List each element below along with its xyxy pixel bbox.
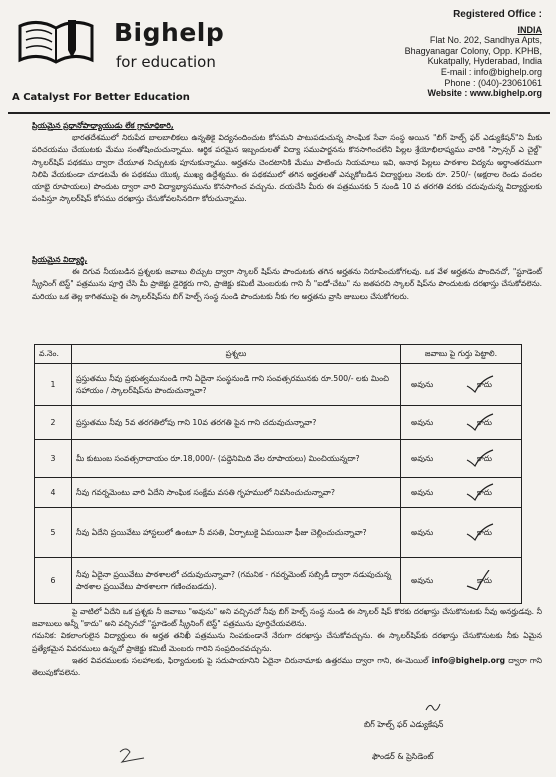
table-row	[35, 364, 522, 406]
contact-text-tail: ద్వారా గాని తెలుపుకోవలెను.	[32, 655, 542, 678]
question-text: నీవు గవర్నమెంటు వారి ఏదేని సాంఘిక సంక్షేమ వసతి గృహములో నివసించుచున్నావా?	[72, 478, 401, 508]
answer-cell[interactable]	[401, 406, 522, 440]
office-website: Website : www.bighelp.org	[427, 88, 542, 99]
question-text: ప్రస్తుతము నీవు 5వ తరగతిలోపు గాని 10వ తరగతి పైన గాని చదువుచున్నావా?	[72, 406, 401, 440]
yes-option[interactable]: అవును	[411, 575, 434, 585]
table-row	[35, 558, 522, 604]
row-number: 5	[35, 508, 72, 558]
note-paragraph: గమనిక: వికలాంగులైన విద్యార్థులు ఈ అర్హత తనిఖీ పత్రమును నింపకుండానే నేరుగా దరఖాస్తు చేసుకోవచ్చును. ఈ స్కాలర్‌షిప్‌కు దరఖాస్తు చేసుకొనుటకు నీకు ఏమైన ప్రత్యేకమైన వివరములు ఉన్నచో ప్రాజెక్టు కమిటీ మెంబరు గారిని సంప్రదించవచ్చును.	[32, 631, 542, 653]
header-answer: జవాబు పై గుర్తు పెట్టాలి.	[401, 345, 522, 364]
office-title: Registered Office :	[453, 9, 542, 20]
letter-section-3	[32, 606, 542, 679]
office-line: Kukatpally, Hyderabad, India	[427, 56, 542, 67]
answer-cell[interactable]	[401, 508, 522, 558]
header-serial: వ.నెం.	[35, 345, 72, 364]
row-number: 2	[35, 406, 72, 440]
question-text: నీవు ఏదైనా ప్రయివేటు పాఠశాలలో చదువుచున్నావా? (గమనిక - గవర్నమెంట్ సబ్సిడీ ద్వారా నడుపుచున్న పాఠశాల ప్రయివేటు పాఠశాలగా గణించబడదు).	[72, 558, 401, 604]
eligibility-table	[34, 344, 522, 604]
signature-organization: బిగ్ హెల్ప్ ఫర్ ఎడ్యుకేషన్	[364, 720, 444, 729]
row-number: 4	[35, 478, 72, 508]
result-paragraph: పై వాటిలో ఏదేని ఒక ప్రశ్నకు నీ జవాబు "అవును" అని వచ్చినచో నీవు బిగ్ హెల్ప్ సంస్థ నుండి ఈ స్కాలర్ షిప్ కొరకు దరఖాస్తు చేసుకొనుటకు నీవు అనర్హుడవు. నీ జవాబులు అన్నీ "కాదు" అని వచ్చినచో "స్టూడెంట్ స్క్రీనింగ్ టెస్ట్" పత్రమును పూర్తిచేయవలెను.	[32, 607, 542, 629]
row-number: 6	[35, 558, 72, 604]
answer-cell[interactable]	[401, 478, 522, 508]
question-text: ప్రస్తుతము నీవు ప్రభుత్వమునుండి గాని ఏదైనా సంస్థనుండి గాని సంవత్సరమునకు రూ.500/- లకు మించి సహాయం / స్కాలర్‌షిప్‌ను పొందుచున్నావా?	[72, 364, 401, 406]
tagline: A Catalyst For Better Education	[12, 92, 190, 103]
table-header-row	[35, 345, 522, 364]
letter-section-2	[32, 254, 542, 303]
yes-option[interactable]: అవును	[411, 417, 434, 427]
yes-option[interactable]: అవును	[411, 487, 434, 497]
header-divider	[8, 112, 550, 114]
contact-text: ఇతర వివరములకు సలహాలకు, ఫిర్యాదులకు పై సదుపాయానిని ఏదైనా చిరునామాకు ఉత్తరము ద్వారా గాని, ఈ-మెయిల్	[72, 655, 429, 665]
no-option[interactable]: కాదు	[477, 487, 492, 497]
letter-section-1	[32, 120, 542, 205]
answer-cell[interactable]	[401, 440, 522, 478]
instructions-paragraph: ఈ దిగువ నీయబడిన ప్రశ్నలకు జవాబు లిచ్చుట ద్వారా స్కాలర్ షిప్‌ను పొందుటకు తగిన అర్హతను నిరూపించుకోగలవు. ఒక వేళ అర్హతను పొందినచో, "స్టూడెంట్ స్క్రీనింగ్ టెస్ట్" పత్రమును పూర్తి చేసి మీ ప్రాజెక్టు డైరెక్టరు గాని, ప్రాజెక్టు కమిటీ మెంబరుకు గాని నీ "ఐడో-చేటు" ను జతపరచి స్కాలర్ షిప్‌ను పొందుటకు దరఖాస్తు చేసుకోవలెను. మరియు ఒక తెల్ల కాగితముపై ఈ స్కాలర్‌షిప్‌ను బిగ్ హెల్ప్ సంస్థ నుండి పొందుటకు నీకు గల అర్హతను వ్రాసి జుబులు చేసుకోగలరు.	[32, 267, 542, 301]
yes-option[interactable]: అవును	[411, 527, 434, 537]
table-row	[35, 508, 522, 558]
intro-paragraph: భారతదేశములో నిరుపేద బాలబాలికలు ఉన్నతికై విద్యనందించుట కోసమని పాటుపడుచున్న సాంఘిక సేవా సంస్థ అయిన "బిగ్ హెల్ప్ ఫర్ ఎడ్యుకేషన్"ని మీకు పరిచయము చేయుటకు మేము సంతోషించుచున్నాము. ఆర్థిక పరమైన ఇబ్బందులతో విద్యా సముపార్జనను కొనసాగించలేని పిల్లల శ్రేయోభిలాష్యము వారికి "స్పాన్సర్ ఎ చైల్డ్" స్కాలర్‌షిప్ పథకము ద్వారా చేయూత నిచ్చుటకు పూనుకున్నాము. అర్హతను చెందటానికి మేము పాటించు నియమాలు ఇవి, అనాథ పిల్లలు పాఠశాల విద్యను అర్థాంతరముగా నిలిపి వేయకుండా చూడటమే ఈ పథకము యొక్క ముఖ్య ఉద్దేశ్యము. ఈ పథకములో తగిన అర్హతలతో ఎన్నుకోబడిన విద్యార్థులు నెలకు రూ. 250/- (అక్షరాల రెండు వందల యాభై రూపాయలు) పొందుట ద్వారా వారి విద్యాభ్యాసమును కొనసాగించ వచ్చును. దయచేసి మీరు ఈ పత్రమునకు 5 నుండి 10 వ తరగతి వరకు చదువుచున్న విద్యార్థులకు పంపిస్తూ స్కాలర్‌షిప్ కోసము దరఖాస్తు చేసుకోవలసినదిగా కోరుచున్నాము.	[32, 133, 542, 204]
salutation-student: ప్రియమైన విద్యార్థి,	[32, 255, 88, 264]
brand-subtitle: for education	[116, 53, 216, 71]
contact-paragraph	[32, 655, 542, 679]
brand-name: Bighelp	[114, 18, 225, 47]
table-row	[35, 440, 522, 478]
no-option[interactable]: కాదు	[477, 575, 492, 585]
question-text: నీవు ఏదేని ప్రయివేటు హాస్టలులో ఉంటూ నీ వసతి, ఏర్పాటుకై ఏమయినా ఫీజు చెల్లించుచున్నావా?	[72, 508, 401, 558]
brand-block	[14, 10, 264, 100]
office-phone: Phone : (040)-23061061	[444, 77, 542, 88]
no-option[interactable]: కాదు	[477, 453, 492, 463]
answer-cell[interactable]	[401, 558, 522, 604]
pen-mark-icon	[116, 744, 150, 766]
office-line: Flat No. 202, Sandhya Apts,	[429, 35, 542, 46]
question-text: మీ కుటుంబ సంవత్సరాదాయం రూ.18,000/- (పద్దెనిమిది వేల రూపాయలు) మించియున్నదా?	[72, 440, 401, 478]
row-number: 1	[35, 364, 72, 406]
table-row	[35, 478, 522, 508]
office-country: INDIA	[517, 24, 542, 35]
office-line: Bhagyanagar Colony, Opp. KPHB,	[404, 45, 542, 56]
office-email: E-mail : info@bighelp.org	[440, 66, 542, 77]
contact-email[interactable]: info@bighelp.org	[431, 655, 506, 665]
no-option[interactable]: కాదు	[477, 379, 492, 389]
no-option[interactable]: కాదు	[477, 527, 492, 537]
open-book-pencil-logo-icon	[16, 16, 96, 66]
registered-office	[292, 10, 542, 99]
signature-title: ఫౌండర్ & ప్రెసిడెంట్	[372, 752, 434, 761]
header-question: ప్రశ్నలు	[72, 345, 401, 364]
table-row	[35, 406, 522, 440]
answer-cell[interactable]	[401, 364, 522, 406]
signature-scribble-icon	[424, 700, 444, 714]
yes-option[interactable]: అవును	[411, 453, 434, 463]
salutation-principal: ప్రియమైన ప్రధానోపాధ్యాయుడు లేక గ్రామాధికారి,	[32, 121, 174, 130]
yes-option[interactable]: అవును	[411, 379, 434, 389]
row-number: 3	[35, 440, 72, 478]
no-option[interactable]: కాదు	[477, 417, 492, 427]
